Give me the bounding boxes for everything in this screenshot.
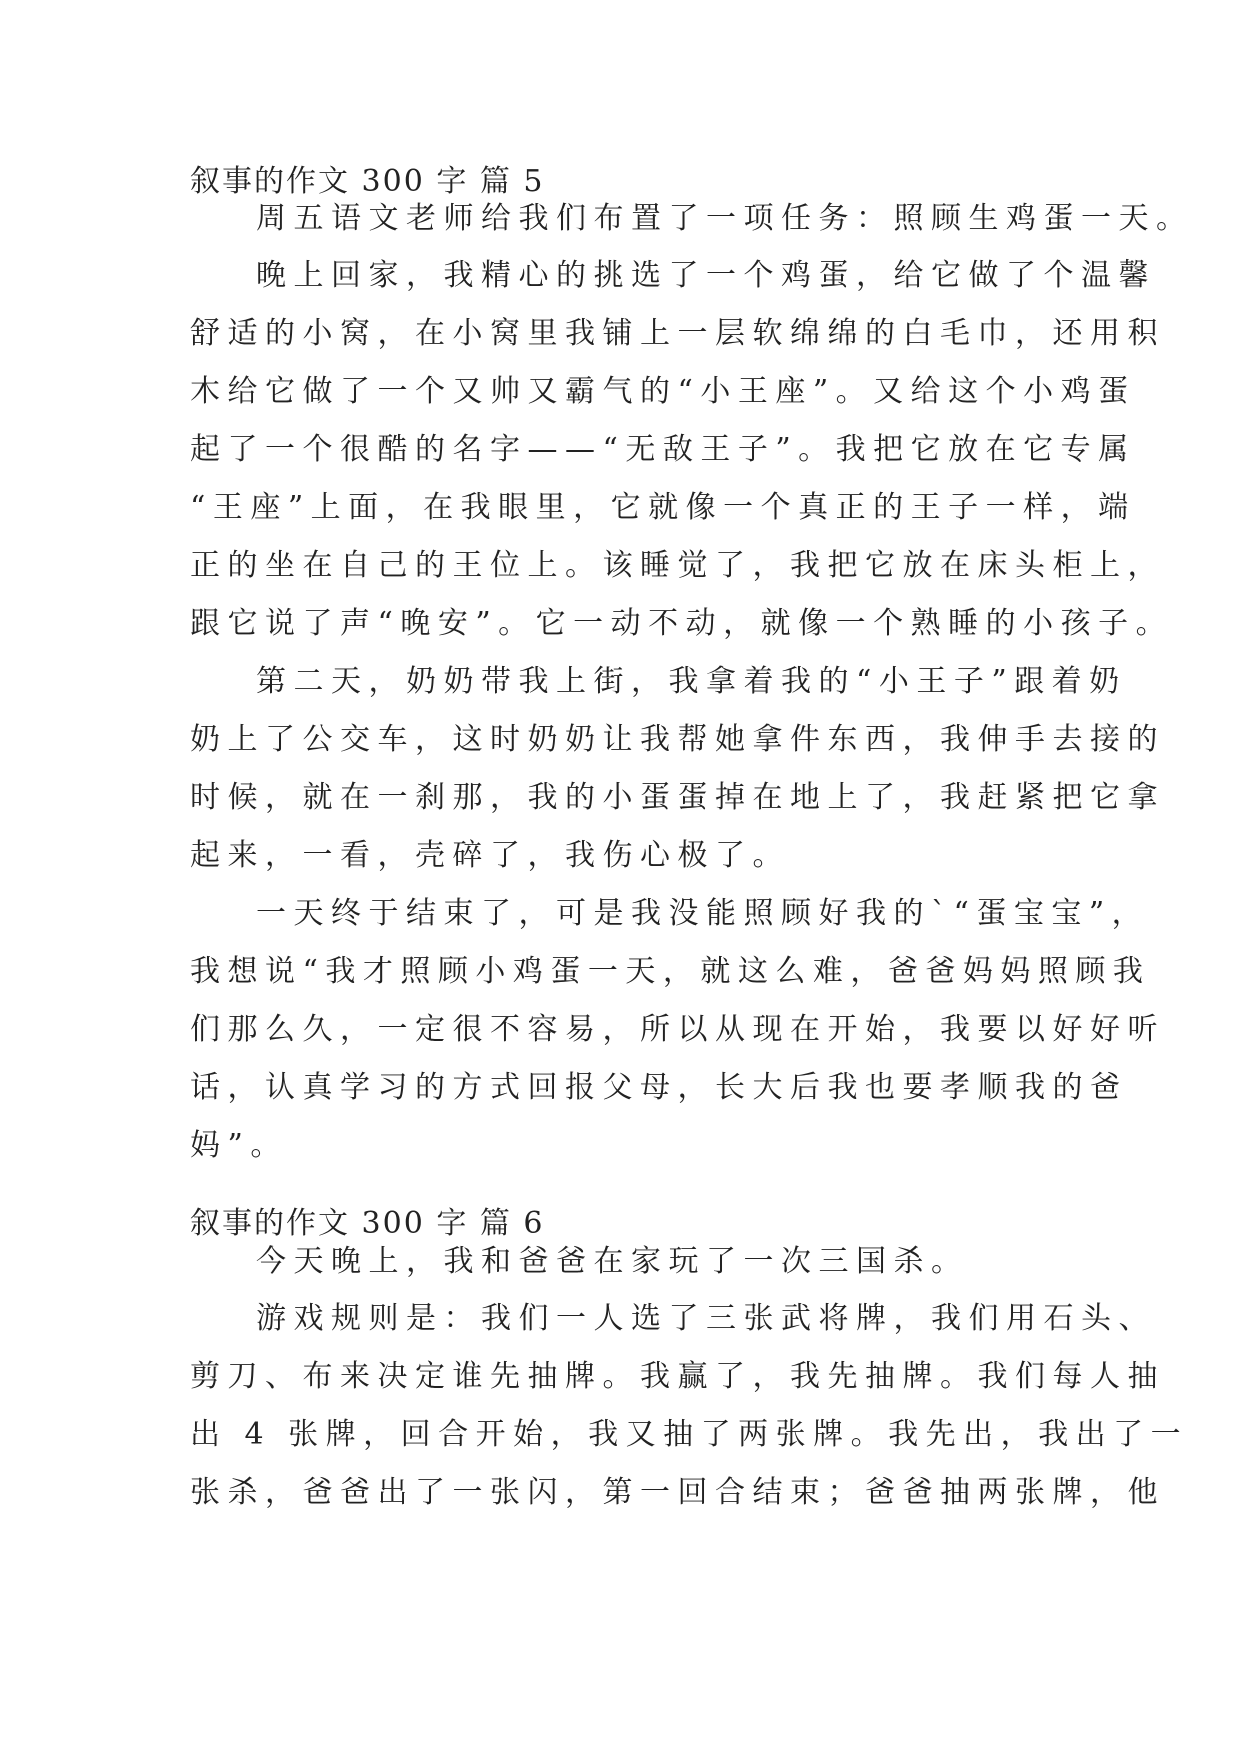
paragraph-line: “王座”上面，在我眼里，它就像一个真正的王子一样，端 xyxy=(190,490,1136,525)
paragraph-line: 一天终于结束了，可是我没能照顾好我的`“蛋宝宝”， xyxy=(256,896,1150,931)
paragraph xyxy=(190,1290,1188,1522)
paragraph-line: 起来，一看，壳碎了，我伤心极了。 xyxy=(190,838,790,873)
paragraph-line: 们那么久，一定很不容易，所以从现在开始，我要以好好听 xyxy=(190,1012,1165,1047)
paragraph-line: 第二天，奶奶带我上街，我拿着我的“小王子”跟着奶 xyxy=(256,664,1127,699)
paragraph-line: 木给它做了一个又帅又霸气的“小王座”。又给这个小鸡蛋 xyxy=(190,374,1136,409)
paragraph xyxy=(190,190,1194,248)
paragraph xyxy=(190,1233,969,1291)
section-title: 叙事的作文 300 字 篇 6 xyxy=(190,1206,545,1241)
paragraph xyxy=(190,653,1165,885)
paragraph-line: 妈”。 xyxy=(190,1128,288,1163)
paragraph-line: 我想说“我才照顾小鸡蛋一天，就这么难，爸爸妈妈照顾我 xyxy=(190,954,1151,989)
section-title: 叙事的作文 300 字 篇 5 xyxy=(190,164,545,199)
paragraph-line: 奶上了公交车，这时奶奶让我帮她拿件东西，我伸手去接的 xyxy=(190,722,1165,757)
paragraph-line: 舒适的小窝，在小窝里我铺上一层软绵绵的白毛巾，还用积 xyxy=(190,316,1165,351)
paragraph-line: 跟它说了声“晚安”。它一动不动，就像一个熟睡的小孩子。 xyxy=(190,606,1174,641)
paragraph-line: 时候，就在一刹那，我的小蛋蛋掉在地上了，我赶紧把它拿 xyxy=(190,780,1165,815)
paragraph xyxy=(190,247,1173,653)
paragraph-line: 剪刀、布来决定谁先抽牌。我赢了，我先抽牌。我们每人抽 xyxy=(190,1359,1165,1394)
paragraph-line: 游戏规则是：我们一人选了三张武将牌，我们用石头、 xyxy=(256,1301,1156,1336)
paragraph-line: 正的坐在自己的王位上。该睡觉了，我把它放在床头柜上， xyxy=(190,548,1165,583)
paragraph-line: 出 4 张牌，回合开始，我又抽了两张牌。我先出，我出了一 xyxy=(190,1417,1189,1452)
paragraph-line: 话，认真学习的方式回报父母，长大后我也要孝顺我的爸 xyxy=(190,1070,1128,1105)
paragraph xyxy=(190,885,1165,1175)
paragraph-line: 起了一个很酷的名字——“无敌王子”。我把它放在它专属 xyxy=(190,432,1136,467)
paragraph-line: 周五语文老师给我们布置了一项任务：照顾生鸡蛋一天。 xyxy=(256,201,1194,236)
paragraph-line: 张杀，爸爸出了一张闪，第一回合结束；爸爸抽两张牌，他 xyxy=(190,1475,1165,1510)
paragraph-line: 今天晚上，我和爸爸在家玩了一次三国杀。 xyxy=(256,1244,969,1279)
paragraph-line: 晚上回家，我精心的挑选了一个鸡蛋，给它做了个温馨 xyxy=(256,258,1156,293)
